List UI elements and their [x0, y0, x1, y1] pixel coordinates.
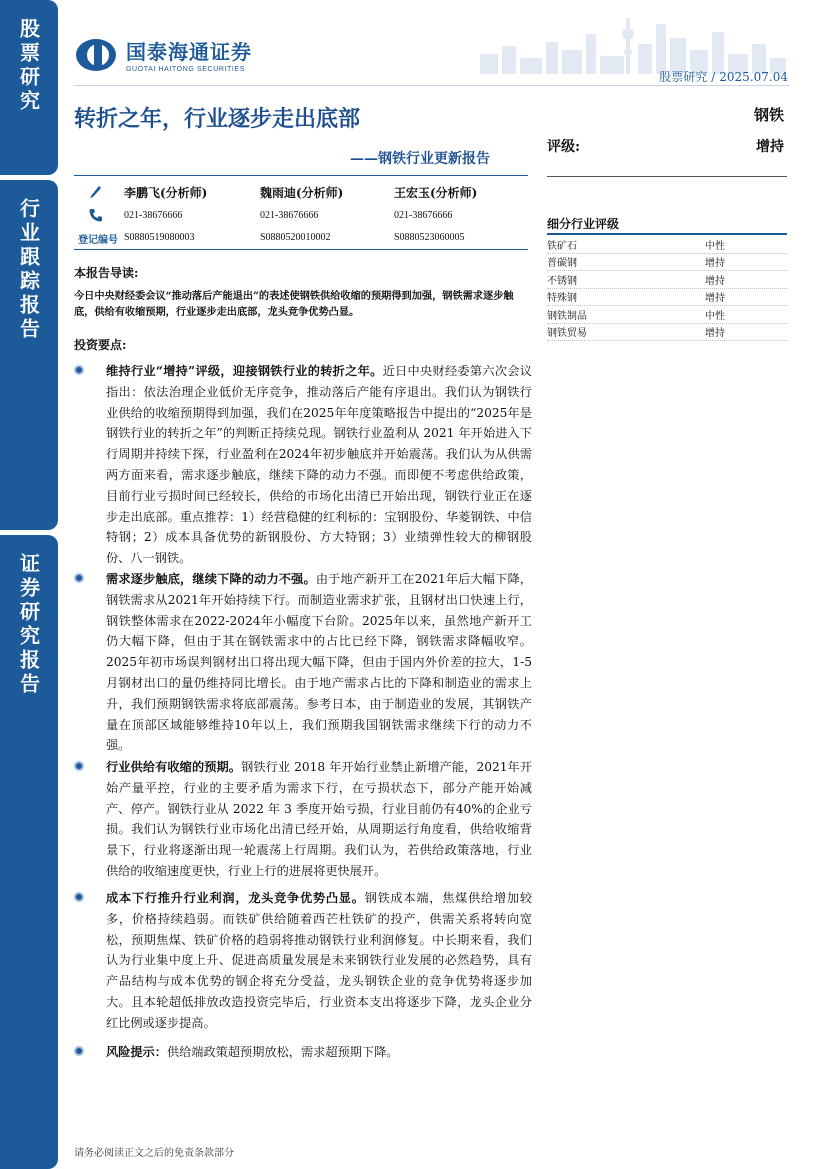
bullet-text: 风险提示：供给端政策超预期放松，需求超预期下降。	[106, 1045, 399, 1059]
left-sidebar	[0, 0, 58, 1169]
industry-name: 钢铁	[753, 106, 784, 124]
bullet-icon	[74, 761, 84, 771]
sidebar-block-securities-research: 证券研究报告	[0, 535, 58, 1169]
sub-industry-title: 细分行业评级	[547, 217, 620, 231]
guide-text: 今日中央财经委会议“推动落后产能退出”的表述使钢铁供给收缩的预期得到加强，钢铁需求逐步触底，供给有收缩预期，行业逐步走出底部，龙头竞争优势凸显。	[74, 290, 514, 318]
disclaimer-footer: 请务必阅读正文之后的免责条款部分	[74, 1148, 234, 1159]
points-heading: 投资要点:	[74, 338, 127, 352]
bullet-icon	[74, 365, 84, 375]
sidebar-block-industry-tracking: 行业跟踪报告	[0, 180, 58, 530]
bullet-icon	[74, 892, 84, 902]
header-divider	[74, 85, 790, 86]
bullet-text: 维持行业“增持”评级，迎接钢铁行业的转折之年。近日中央财经委第六次会议指出：依法治理企业低价无序竞争，推动落后产能有序退出。我们认为钢铁行业供给的收缩预期得到加强，我们在2025年年度策略报告中提出的“2025年是钢铁行业的转折之年”的判断正持续兑现。钢铁行业盈利从 2021 年开始进入下行周期并持续下探，行业盈利在2024年初步触底并开始震荡。我们认为从供需两方面来看，需求逐步触底，继续下降的动力不强。而即便不考虑供给政策，目前行业亏损时间已经较长，供给的市场化出清已开始出现，钢铁行业正在逐步走出底部。重点推荐：1）经营稳健的红利标的：宝钢股份、华菱钢铁、中信特钢；2）成本具备优势的新钢股份、方大特钢；3）业绩弹性较大的柳钢股份、八一钢铁。	[106, 364, 532, 566]
list-item	[74, 888, 532, 1034]
report-meta	[659, 68, 788, 85]
sub-industry-table	[547, 236, 787, 341]
report-type: 股票研究	[659, 70, 708, 84]
table-row: 普碳钢 增持	[547, 254, 787, 272]
list-item	[74, 757, 532, 882]
analyst-registration: S0880519080003	[124, 232, 195, 243]
report-date: 2025.07.04	[719, 70, 788, 84]
analyst-name: 魏雨迪(分析师)	[260, 186, 344, 200]
city-skyline-icon	[470, 4, 790, 74]
rating-divider	[547, 176, 787, 177]
rating-value: 增持	[756, 139, 784, 155]
rating-label: 评级:	[547, 139, 581, 155]
analyst-phone: 021-38676666	[260, 210, 319, 221]
bullet-text: 成本下行推升行业利润，龙头竞争优势凸显。钢铁成本端，焦煤供给增加较多，价格持续趋弱。而铁矿供给随着西芒杜铁矿的投产，供需关系将转向宽松，预期焦煤、铁矿价格的趋弱将推动钢铁行业利润修复。中长期来看，我们认为行业集中度上升、促进高质量发展是未来钢铁行业发展的必然趋势，具有产品结构与成本优势的钢企将充分受益，龙头钢铁企业的竞争优势将逐步加大。且本轮超低排放改造投资完毕后，行业资本支出将逐步下降，龙头企业分红比例或逐步提高。	[106, 891, 533, 1030]
phone-icon	[88, 207, 104, 223]
bullet-text: 需求逐步触底，继续下降的动力不强。由于地产新开工在2021年后大幅下降，钢铁需求从2021年开始持续下行。而制造业需求扩张，且钢材出口快速上行，钢铁整体需求在2022-2024年小幅度下台阶。2025年以来，虽然地产新开工仍大幅下降，但由于其在钢铁需求中的占比已经下降，钢铁需求降幅收窄。2025年初市场误判钢材出口将出现大幅下降，但由于国内外价差的拉大，1-5月钢材出口的量仍维持同比增长。由于地产需求占比的下降和制造业的需求上升，我们预期钢铁需求将底部震荡。参考日本，由于制造业的发展，其钢铁产量在顶部区域能够维持10年以上，我们预期我国钢铁需求继续下行的动力不强。	[106, 572, 532, 753]
analyst-bottom-divider	[74, 249, 528, 250]
analyst-phone: 021-38676666	[394, 210, 453, 221]
analyst-registration: S0880523060005	[394, 232, 465, 243]
report-subtitle: ——钢铁行业更新报告	[350, 151, 490, 167]
table-row: 钢铁贸易 增持	[547, 324, 787, 342]
company-logo	[74, 36, 252, 73]
analyst-top-divider	[74, 175, 528, 176]
sub-industry-divider	[547, 233, 787, 235]
logo-chinese-name: 国泰海通证券	[126, 40, 252, 64]
analyst-name: 李鹏飞(分析师)	[124, 186, 208, 200]
table-row: 特殊钢 增持	[547, 289, 787, 307]
bullet-text: 行业供给有收缩的预期。钢铁行业 2018 年开始行业禁止新增产能，2021年开始产量平控，行业的主要矛盾为需求下行，在亏损状态下，部分产能开始减产、停产。钢铁行业从 2022 年 3 季度开始亏损，行业目前仍有40%的企业亏损。我们认为钢铁行业市场化出清已经开始，从周期运行角度看，供给收缩背景下，行业将逐渐出现一轮震荡上行周期。我们认为，若供给政策落地，行业供给的收缩速度更快，行业上行的进展将更快展开。	[106, 760, 533, 878]
table-row: 不锈钢 增持	[547, 271, 787, 289]
bullet-icon	[74, 573, 84, 583]
pen-icon	[88, 183, 104, 199]
list-item	[74, 1042, 532, 1063]
table-row: 铁矿石 中性	[547, 236, 787, 254]
registration-label: 登记编号	[78, 235, 118, 246]
bullet-icon	[74, 1046, 84, 1056]
list-item	[74, 361, 532, 569]
analyst-name: 王宏玉(分析师)	[394, 186, 478, 200]
analyst-phone: 021-38676666	[124, 210, 183, 221]
analyst-registration: S0880520010002	[260, 232, 331, 243]
report-title: 转折之年，行业逐步走出底部	[74, 106, 361, 132]
sidebar-block-stock-research: 股票研究	[0, 0, 58, 175]
meta-separator: /	[711, 70, 716, 84]
logo-english-name: GUOTAI HAITONG SECURITIES	[126, 66, 245, 73]
logo-mark-icon	[74, 37, 118, 73]
guide-heading: 本报告导读:	[74, 266, 139, 280]
list-item	[74, 569, 532, 756]
table-row: 钢铁制品 中性	[547, 306, 787, 324]
